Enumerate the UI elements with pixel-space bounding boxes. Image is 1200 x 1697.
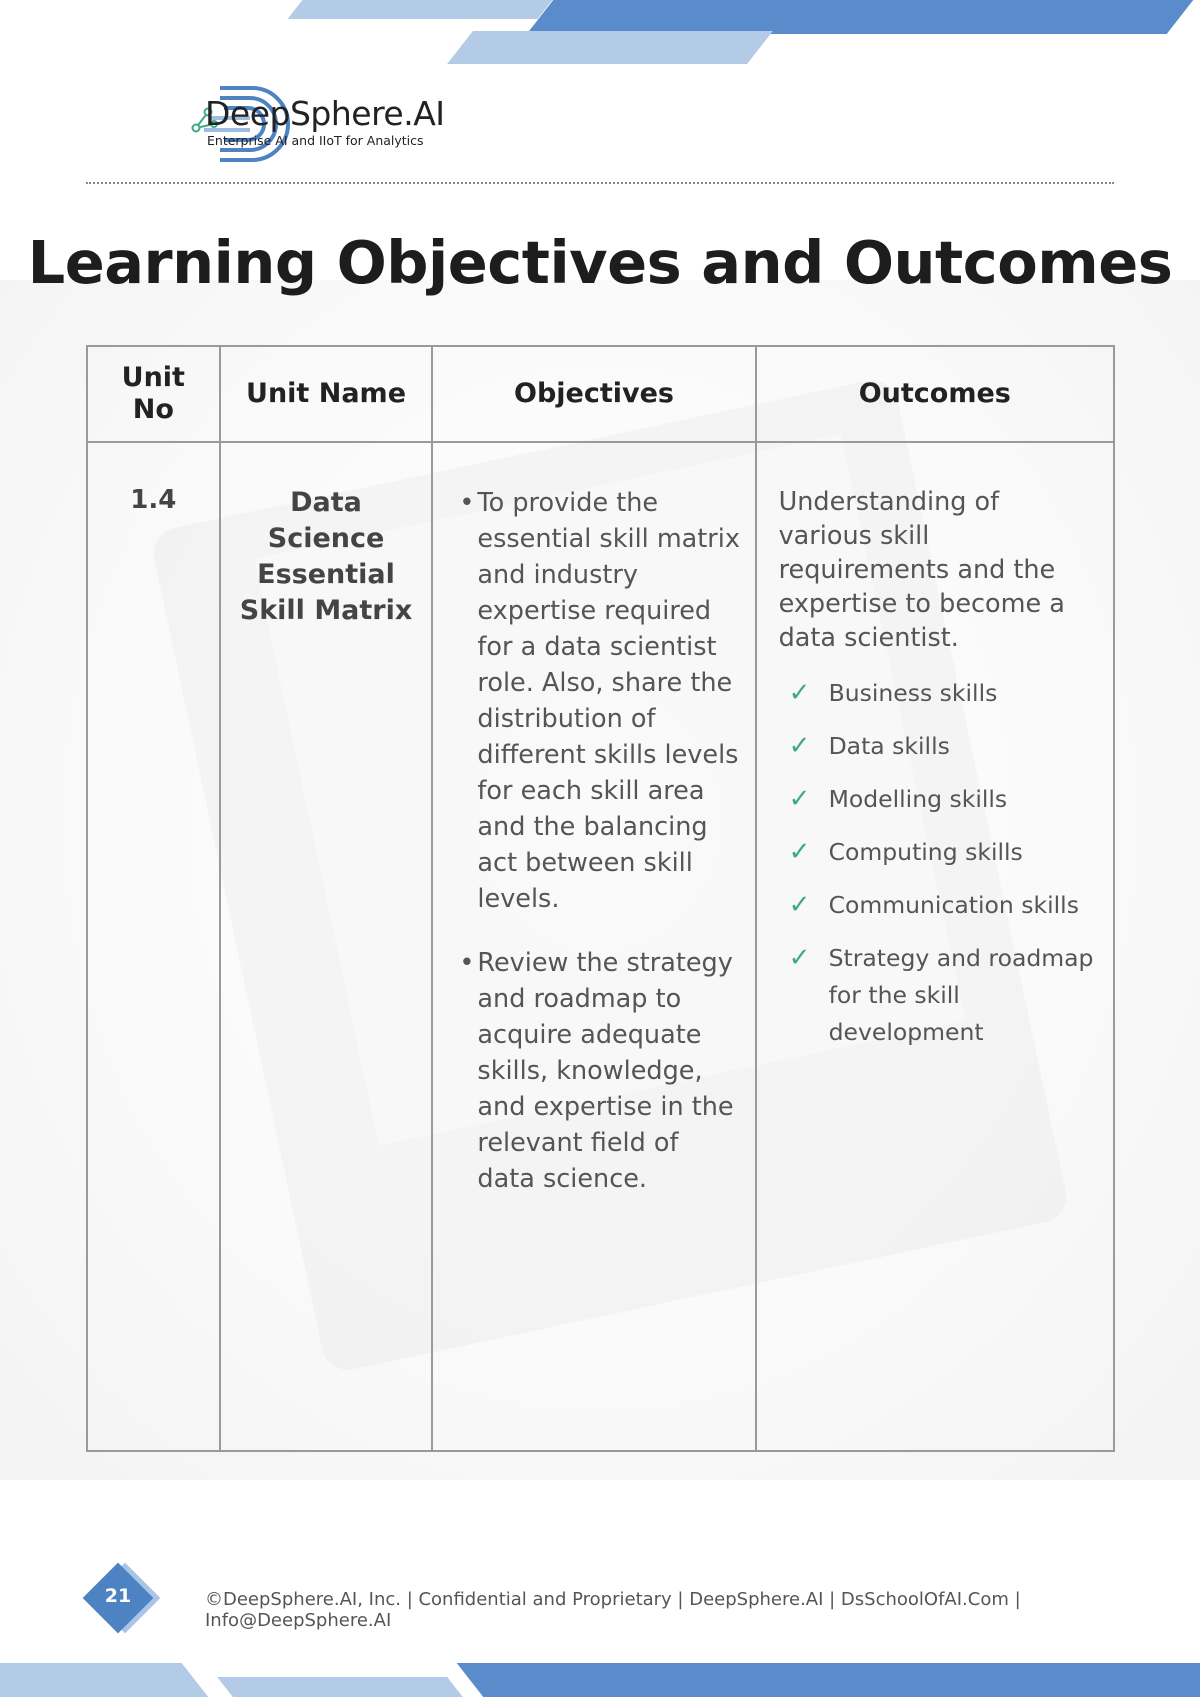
- objective-text: Review the strategy and roadmap to acquire adequate skills, knowledge, and expertise in the relevant field of data science.: [477, 948, 734, 1194]
- brand-tagline: Enterprise AI and IIoT for Analytics: [207, 133, 424, 148]
- cell-unit-name: [220, 442, 433, 1451]
- outcome-text: Communication skills: [828, 891, 1079, 919]
- outcome-text: Modelling skills: [828, 785, 1008, 813]
- bullet-dot: •: [459, 488, 475, 518]
- check-mark-icon: ✓: [788, 731, 811, 761]
- bottom-band-light-1: [0, 1663, 208, 1697]
- bottom-band-dark: [457, 1663, 1200, 1697]
- check-mark-icon: ✓: [788, 890, 811, 920]
- list-item: [789, 834, 1099, 871]
- unit-name-text: Data Science Essential Skill Matrix: [239, 487, 413, 626]
- objective-text: To provide the essential skill matrix and industry expertise required for a data scientist role. Also, share the distribution of different skills levels for each skill area and the balancing act between skill levels.: [477, 488, 740, 914]
- outcome-text: Computing skills: [828, 838, 1023, 866]
- bottom-band-light-2: [217, 1677, 463, 1697]
- footer-text: ©DeepSphere.AI, Inc. | Confidential and Proprietary | DeepSphere.AI | DsSchoolOfAI.Com | Info@DeepSphere.AI: [205, 1589, 1021, 1631]
- objective-item: [459, 945, 740, 1197]
- header-unit-name: Unit Name: [220, 346, 433, 442]
- table-header-row: [87, 346, 1114, 442]
- brand-name: DeepSphere.AI: [205, 94, 445, 133]
- outcomes-list: [779, 675, 1099, 1051]
- check-mark-icon: ✓: [788, 784, 811, 814]
- list-item: [789, 675, 1099, 712]
- list-item: [789, 887, 1099, 924]
- top-band-light-2: [447, 31, 773, 64]
- page-title: Learning Objectives and Outcomes: [27, 228, 1173, 297]
- table-row: [87, 442, 1114, 1451]
- bullet-dot: •: [459, 948, 475, 978]
- cell-objectives: [432, 442, 755, 1451]
- list-item: [789, 781, 1099, 818]
- outcome-text: Business skills: [828, 679, 998, 707]
- top-band-dark: [527, 0, 1194, 34]
- page-number: 21: [104, 1585, 132, 1607]
- outcome-text: Strategy and roadmap for the skill development: [828, 944, 1094, 1046]
- cell-unit-no: 1.4: [87, 442, 220, 1451]
- check-mark-icon: ✓: [788, 943, 811, 973]
- outcome-text: Data skills: [828, 732, 950, 760]
- objectives-table: [86, 345, 1115, 1452]
- header-objectives: Objectives: [432, 346, 755, 442]
- cell-outcomes: [756, 442, 1114, 1451]
- check-mark-icon: ✓: [788, 837, 811, 867]
- list-item: [789, 728, 1099, 765]
- check-mark-icon: ✓: [788, 678, 811, 708]
- top-band-light-1: [288, 0, 553, 19]
- header-unit-no: Unit No: [87, 346, 220, 442]
- header-outcomes: Outcomes: [756, 346, 1114, 442]
- objective-item: [459, 485, 740, 917]
- list-item: [789, 940, 1099, 1051]
- header-divider: [86, 182, 1114, 184]
- outcomes-intro: Understanding of various skill requirements and the expertise to become a data scientist.: [778, 487, 1065, 653]
